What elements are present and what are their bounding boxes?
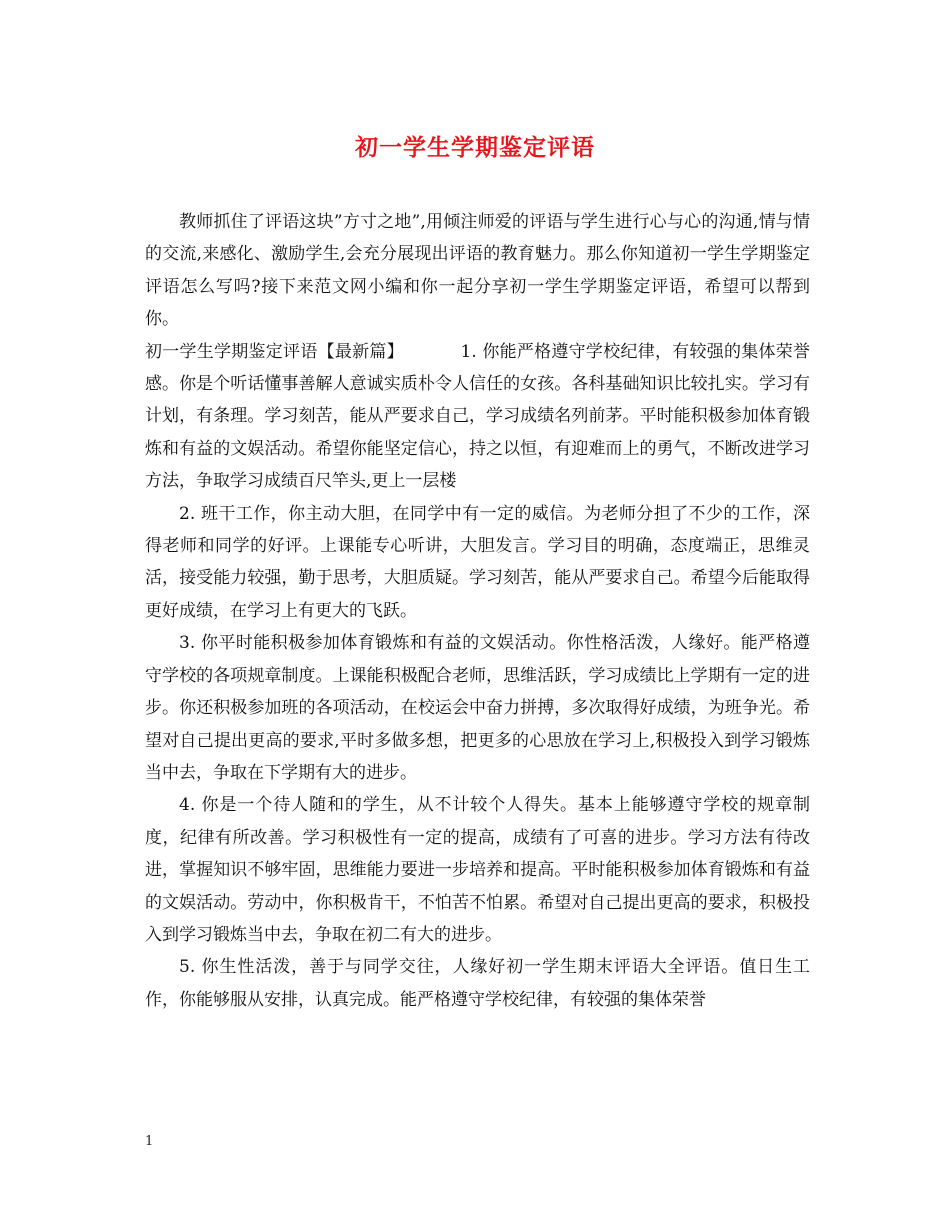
heading-gap [404, 342, 461, 362]
page-title: 初一学生学期鉴定评语 [355, 134, 595, 161]
comment-item-3: 3. 你平时能积极参加体育锻炼和有益的文娱活动。你性格活泼，人缘好。能严格遵守学校的各项规章制度。上课能积极配合老师，思维活跃，学习成绩比上学期有一定的进步。你还积极参加班的各项活动，在校运会中奋力拼搏，多次取得好成绩，为班争光。希望对自己提出更高的要求,平时多做多想，把更多的心思放在学习上,积极投入到学习锻炼当中去，争取在下学期有大的进步。 [145, 633, 810, 783]
comment-item-4: 4. 你是一个待人随和的学生，从不计较个人得失。基本上能够遵守学校的规章制度，纪律有所改善。学习积极性有一定的提高，成绩有了可喜的进步。学习方法有待改进，掌握知识不够牢固，思维能力要进一步培养和提高。平时能积极参加体育锻炼和有益的文娱活动。劳动中，你积极肯干，不怕苦不怕累。希望对自己提出更高的要求，积极投入到学习锻炼当中去，争取在初二有大的进步。 [145, 795, 810, 945]
intro-paragraph: 教师抓住了评语这块”方寸之地”,用倾注师爱的评语与学生进行心与心的沟通,情与情的交流,来感化、激励学生,会充分展现出评语的教育魅力。那么你知道初一学生学期鉴定评语怎么写吗?接下来范文网小编和你一起分享初一学生学期鉴定评语，希望可以帮到你。 [145, 212, 810, 330]
document-body [145, 206, 810, 1016]
section-heading: 初一学生学期鉴定评语【最新篇】 [145, 341, 404, 362]
comment-item-2: 2. 班干工作，你主动大胆，在同学中有一定的威信。为老师分担了不少的工作，深得老师和同学的好评。上课能专心听讲，大胆发言。学习目的明确，态度端正，思维灵活，接受能力较强，勤于思考，大胆质疑。学习刻苦，能从严要求自己。希望今后能取得更好成绩，在学习上有更大的飞跃。 [145, 503, 810, 621]
page-number: 1 [145, 1134, 154, 1149]
comment-item-5: 5. 你生性活泼，善于与同学交往，人缘好初一学生期末评语大全评语。值日生工作，你能够服从安排，认真完成。能严格遵守学校纪律，有较强的集体荣誉 [145, 957, 810, 1010]
comment-item-1: 1. 你能严格遵守学校纪律，有较强的集体荣誉感。你是个听话懂事善解人意诚实质朴令人信任的女孩。各科基础知识比较扎实。学习有计划，有条理。学习刻苦，能从严要求自己，学习成绩名列前茅。平时能积极参加体育锻炼和有益的文娱活动。希望你能坚定信心，持之以恒，有迎难而上的勇气，不断改进学习方法，争取学习成绩百尺竿头,更上一层楼 [145, 341, 811, 492]
section-paragraph [145, 336, 810, 498]
